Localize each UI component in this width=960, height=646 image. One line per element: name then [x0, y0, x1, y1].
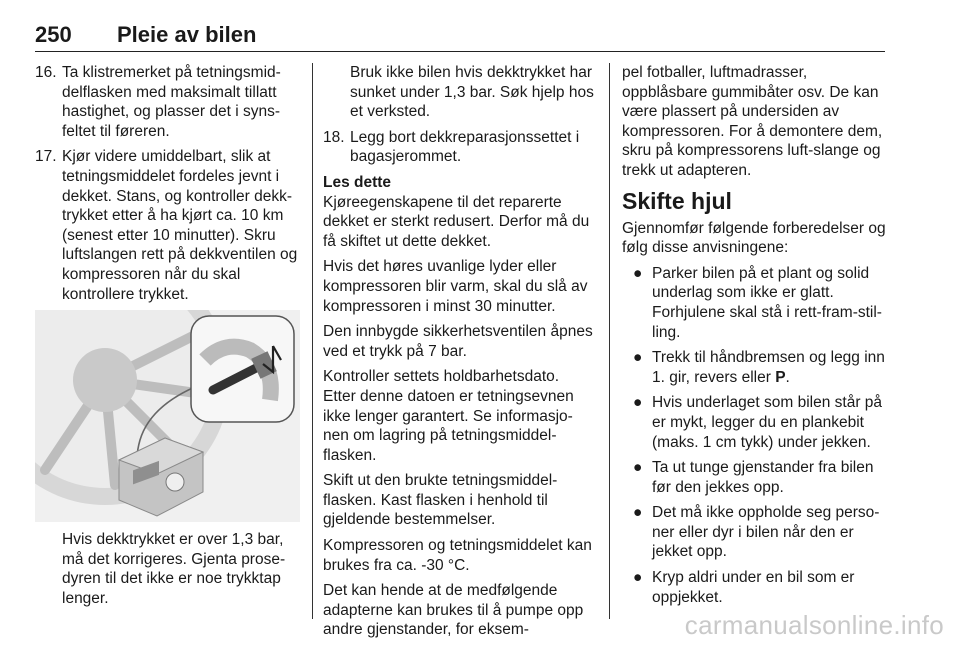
page-number: 250 [35, 22, 72, 47]
step-text: Legg bort dekkreparasjonssettet i bagasjerommet. [350, 128, 580, 166]
column-divider [609, 63, 610, 619]
section-heading: Skifte hjul [622, 187, 732, 214]
page-title: Pleie av bilen [117, 22, 257, 47]
watermark: carmanualsonline.info [684, 610, 944, 640]
step-text: Kjør videre umiddelbart, slik at tetningsmiddelet fordeles jevnt i dekket. Stans, og kontroller dekk-trykket etter å ha kjørt ca. 10 km (senest etter 10 minutter). Skru luftslangen rett på dekkventilen og kompressoren når du skal kontrollere trykket. [62, 148, 298, 303]
paragraph: Den innbygde sikkerhetsventilen åpnes ved et trykk på 7 bar. [323, 323, 593, 360]
bullet-text: Kryp aldri under en bil som er oppjekket. [652, 569, 855, 606]
bullet-text: Hvis underlaget som bilen står på er mykt, legger du en plankebit (maks. 1 cm tykk) under jekken. [652, 394, 883, 451]
header-rule [35, 51, 885, 52]
valve-detail-inset [191, 316, 294, 422]
note-label: Les dette [323, 173, 392, 191]
step-number: 18. [323, 128, 345, 146]
bullet-icon: ● [633, 459, 643, 477]
page-header [35, 22, 885, 52]
bullet-text-end: . [785, 368, 790, 386]
paragraph: pel fotballer, luftmadrasser, oppblåsbare gummibåter osv. De kan være plassert på undersiden av kompressoren. For å demontere dem, skru på kompressorens luft-slange og trekk ut adapteren. [622, 64, 883, 179]
bullet-icon: ● [633, 569, 643, 587]
bullet-icon: ● [633, 504, 643, 522]
paragraph: Hvis dekktrykket er over 1,3 bar, må det korrigeres. Gjenta prose-dyren til det ikke er noe trykktap lenger. [62, 531, 286, 607]
bullet-item [622, 264, 890, 342]
step-17 [35, 147, 300, 304]
bullet-text: Ta ut tunge gjenstander fra bilen før den jekkes opp. [652, 459, 874, 496]
bullet-icon: ● [633, 394, 643, 412]
bullet-item [622, 503, 890, 562]
paragraph: Kompressoren og tetningsmiddelet kan brukes fra ca. -30 °C. [323, 537, 592, 574]
column-divider [312, 63, 313, 619]
bullet-icon: ● [633, 349, 643, 367]
bullet-item [622, 393, 890, 452]
step-text: Ta klistremerket på tetningsmid-delflasken med maksimalt tillatt hastighet, og plasser det i syns-feltet til føreren. [62, 64, 281, 140]
paragraph: Det kan hende at de medfølgende adapterne kan brukes til å pumpe opp andre gjenstander, for eksem- [323, 582, 584, 639]
tire-compressor-illustration [35, 310, 300, 522]
paragraph: Kjøreegenskapene til det reparerte dekket er sterkt redusert. Derfor må du få skiftet ut dette dekket. [323, 193, 590, 250]
column-1 [35, 63, 300, 615]
step-number: 16. [35, 64, 57, 81]
bullet-item [622, 348, 890, 387]
bullet-icon: ● [633, 264, 643, 282]
step-18 [323, 128, 595, 167]
gear-letter: P [775, 368, 786, 386]
paragraph: Gjennomfør følgende forberedelser og følg disse anvisningene: [622, 219, 886, 257]
paragraph: Kontroller settets holdbarhetsdato. Etter denne datoen er tetningsevnen ikke lenger garantert. Se informasjo-nen om lagring på tetningsmiddel-flasken. [323, 368, 574, 464]
column-2 [323, 63, 595, 646]
bullet-item [622, 458, 890, 497]
paragraph: Bruk ikke bilen hvis dekktrykket har sunket under 1,3 bar. Søk hjelp hos et verksted. [350, 64, 594, 121]
bullet-text: Parker bilen på et plant og solid underlag som ikke er glatt. Forhjulene skal stå i rett-fram-stil-ling. [652, 264, 882, 341]
bullet-text: Trekk til håndbremsen og legg inn 1. gir, revers eller [652, 349, 885, 386]
column-3 [622, 63, 890, 613]
bullet-text: Det må ikke oppholde seg perso-ner eller dyr i bilen når den er jekket opp. [652, 504, 880, 561]
paragraph: Skift ut den brukte tetningsmiddel-flasken. Kast flasken i henhold til gjeldende bestemmelser. [323, 472, 558, 529]
paragraph: Hvis det høres uvanlige lyder eller kompressoren blir varm, skal du slå av kompressoren i minst 30 minutter. [323, 258, 588, 315]
bullet-item [622, 568, 890, 607]
step-16 [35, 63, 300, 141]
step-number: 17. [35, 148, 57, 166]
